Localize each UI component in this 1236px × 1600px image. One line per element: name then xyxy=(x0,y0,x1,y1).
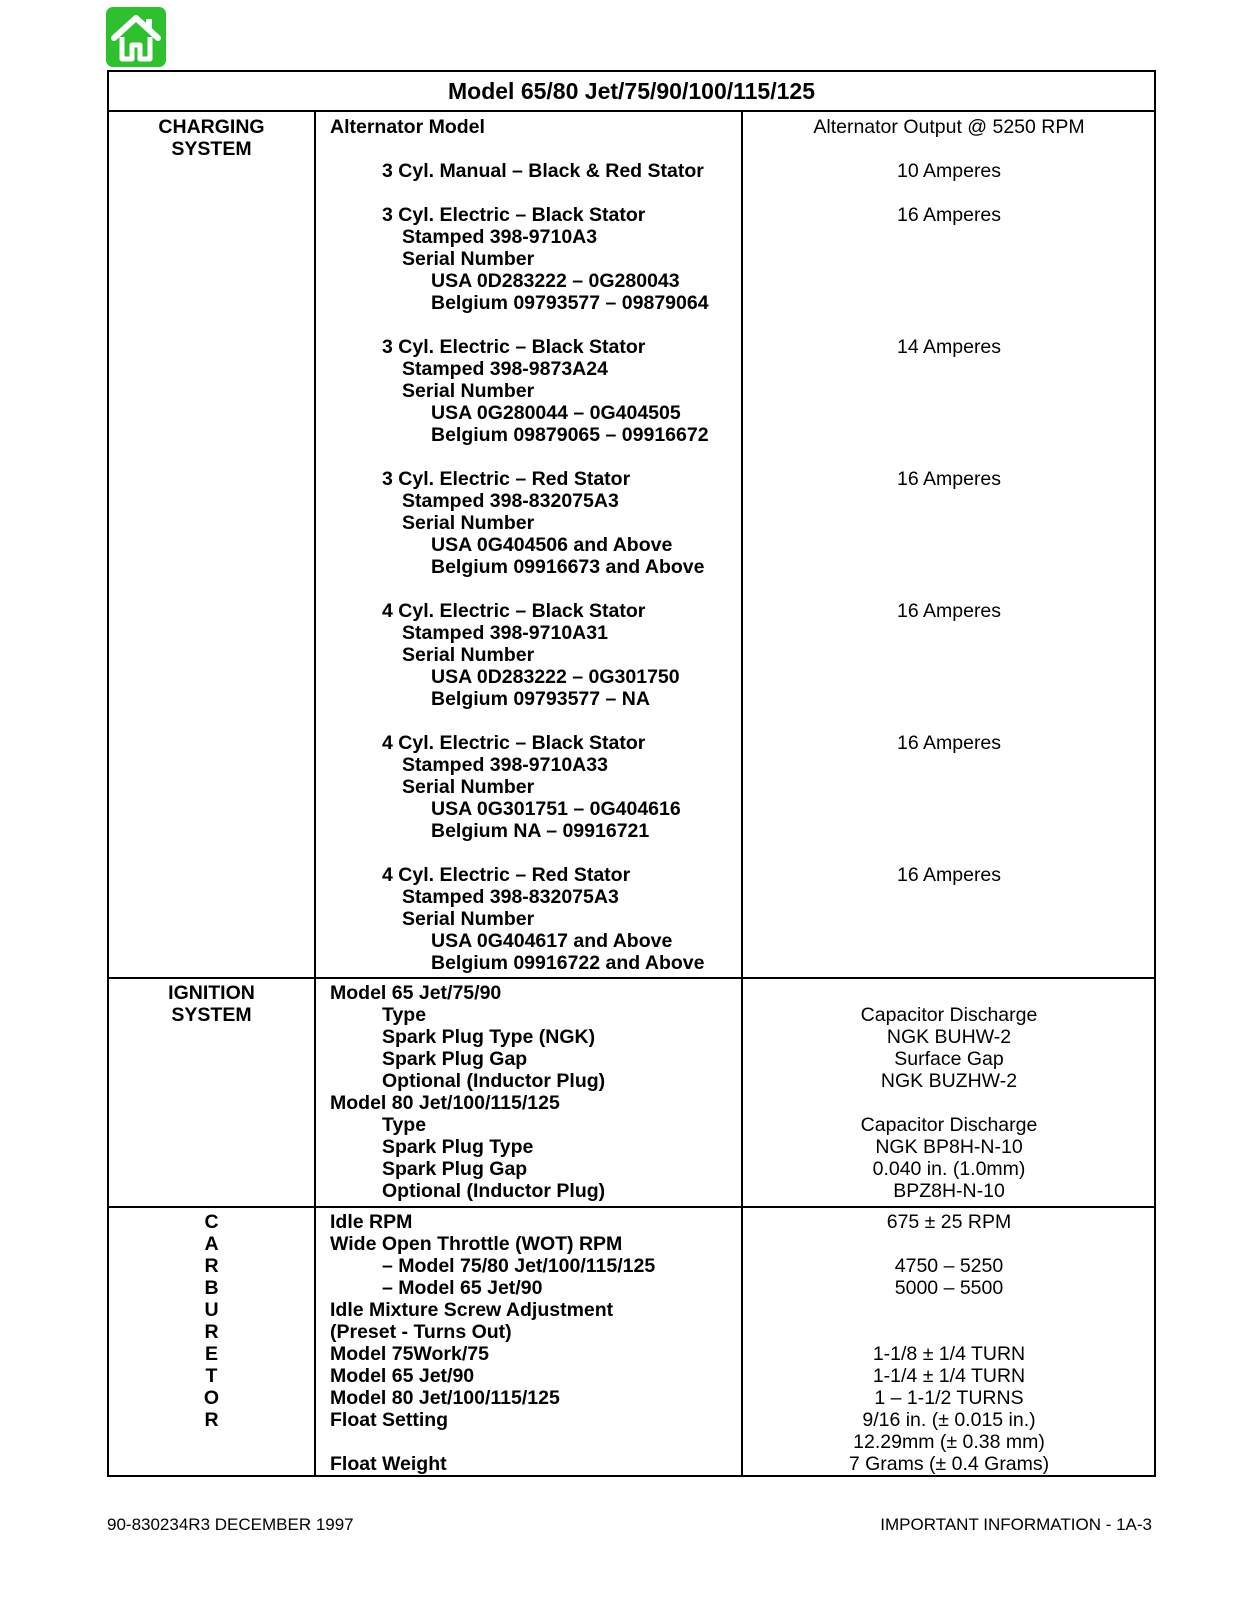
alternator-detail: Serial Number xyxy=(402,380,535,402)
ignition-spec-label: Optional (Inductor Plug) xyxy=(382,1070,606,1092)
alternator-detail: Serial Number xyxy=(402,776,535,798)
specifications-table xyxy=(107,70,1156,1477)
carburetor-spec-value: 9/16 in. (± 0.015 in.) xyxy=(862,1409,1036,1431)
footer-doc-info: 90-830234R3 DECEMBER 1997 xyxy=(107,1515,354,1534)
ignition-spec-label: Model 65 Jet/75/90 xyxy=(330,982,502,1004)
alternator-detail: Serial Number xyxy=(402,908,535,930)
section-heading-carburetor-letter: O xyxy=(203,1387,220,1409)
carburetor-spec-label: Float Setting xyxy=(330,1409,449,1431)
section-divider xyxy=(109,977,1154,979)
carburetor-spec-value: 12.29mm (± 0.38 mm) xyxy=(853,1431,1045,1453)
alternator-detail: Belgium NA – 09916721 xyxy=(431,820,650,842)
alternator-output-value: 16 Amperes xyxy=(896,468,1002,490)
section-heading-carburetor-letter: R xyxy=(204,1409,219,1431)
ignition-spec-label: Spark Plug Type (NGK) xyxy=(382,1026,596,1048)
carburetor-spec-label: Model 75Work/75 xyxy=(330,1343,489,1365)
ignition-spec-label: Spark Plug Gap xyxy=(382,1048,528,1070)
carburetor-spec-label: Idle Mixture Screw Adjustment xyxy=(330,1299,614,1321)
ignition-spec-value: 0.040 in. (1.0mm) xyxy=(872,1158,1026,1180)
alternator-output-value: 16 Amperes xyxy=(896,600,1002,622)
section-heading-carburetor-letter: T xyxy=(205,1365,218,1387)
ignition-spec-value: Capacitor Discharge xyxy=(860,1114,1038,1136)
alternator-model: 3 Cyl. Electric – Black Stator xyxy=(382,336,646,358)
section-heading-carburetor-letter: R xyxy=(204,1255,219,1277)
section-heading-charging: SYSTEM xyxy=(171,138,252,160)
ignition-spec-value: NGK BP8H-N-10 xyxy=(875,1136,1023,1158)
table-title: Model 65/80 Jet/75/90/100/115/125 xyxy=(109,72,1154,112)
alternator-detail: Stamped 398-9873A24 xyxy=(402,358,608,380)
column-label-alternator-output: Alternator Output @ 5250 RPM xyxy=(813,116,1085,138)
carburetor-spec-value: 675 ± 25 RPM xyxy=(886,1211,1012,1233)
alternator-detail: Serial Number xyxy=(402,644,535,666)
alternator-detail: Belgium 09793577 – 09879064 xyxy=(431,292,709,314)
alternator-detail: USA 0G301751 – 0G404616 xyxy=(431,798,681,820)
carburetor-spec-value: 1-1/4 ± 1/4 TURN xyxy=(872,1365,1026,1387)
section-heading-charging: CHARGING xyxy=(158,116,265,138)
ignition-spec-value: Capacitor Discharge xyxy=(860,1004,1038,1026)
ignition-spec-label: Type xyxy=(382,1114,427,1136)
carburetor-spec-label: – Model 65 Jet/90 xyxy=(382,1277,543,1299)
carburetor-spec-label: – Model 75/80 Jet/100/115/125 xyxy=(382,1255,656,1277)
section-heading-carburetor-letter: R xyxy=(204,1321,219,1343)
alternator-detail: Stamped 398-832075A3 xyxy=(402,886,619,908)
section-heading-ignition: IGNITION xyxy=(168,982,255,1004)
alternator-detail: USA 0D283222 – 0G280043 xyxy=(431,270,680,292)
ignition-spec-value: Surface Gap xyxy=(894,1048,1004,1070)
alternator-detail: Serial Number xyxy=(402,512,535,534)
carburetor-spec-label: Model 65 Jet/90 xyxy=(330,1365,475,1387)
alternator-detail: Stamped 398-832075A3 xyxy=(402,490,619,512)
carburetor-spec-label: Model 80 Jet/100/115/125 xyxy=(330,1387,560,1409)
section-heading-carburetor-letter: B xyxy=(204,1277,219,1299)
alternator-model: 4 Cyl. Electric – Black Stator xyxy=(382,600,646,622)
section-heading-carburetor-letter: A xyxy=(204,1233,219,1255)
alternator-detail: Stamped 398-9710A3 xyxy=(402,226,598,248)
alternator-detail: Belgium 09879065 – 09916672 xyxy=(431,424,709,446)
carburetor-spec-value: 1-1/8 ± 1/4 TURN xyxy=(872,1343,1026,1365)
alternator-detail: Belgium 09793577 – NA xyxy=(431,688,650,710)
ignition-spec-value: BPZ8H-N-10 xyxy=(893,1180,1005,1202)
alternator-output-value: 14 Amperes xyxy=(896,336,1002,358)
ignition-spec-label: Spark Plug Type xyxy=(382,1136,534,1158)
footer-section-page: IMPORTANT INFORMATION - 1A-3 xyxy=(880,1515,1152,1534)
carburetor-spec-value: 4750 – 5250 xyxy=(894,1255,1004,1277)
ignition-spec-label: Spark Plug Gap xyxy=(382,1158,528,1180)
alternator-detail: Belgium 09916722 and Above xyxy=(431,952,705,974)
carburetor-spec-label: Idle RPM xyxy=(330,1211,413,1233)
alternator-detail: Stamped 398-9710A33 xyxy=(402,754,608,776)
section-heading-carburetor-letter: U xyxy=(204,1299,219,1321)
alternator-output-value: 16 Amperes xyxy=(896,204,1002,226)
section-heading-carburetor-letter: E xyxy=(204,1343,218,1365)
alternator-model: 3 Cyl. Manual – Black & Red Stator xyxy=(382,160,704,182)
carburetor-spec-value: 5000 – 5500 xyxy=(894,1277,1004,1299)
alternator-output-value: 16 Amperes xyxy=(896,864,1002,886)
home-icon xyxy=(106,7,166,67)
column-divider xyxy=(314,112,316,1477)
section-heading-ignition: SYSTEM xyxy=(171,1004,252,1026)
alternator-detail: USA 0G280044 – 0G404505 xyxy=(431,402,681,424)
ignition-spec-value: NGK BUZHW-2 xyxy=(880,1070,1018,1092)
alternator-model: 3 Cyl. Electric – Red Stator xyxy=(382,468,631,490)
alternator-output-value: 16 Amperes xyxy=(896,732,1002,754)
section-heading-carburetor-letter: C xyxy=(204,1211,219,1233)
alternator-detail: USA 0D283222 – 0G301750 xyxy=(431,666,680,688)
alternator-output-value: 10 Amperes xyxy=(896,160,1002,182)
ignition-spec-label: Type xyxy=(382,1004,427,1026)
alternator-detail: Stamped 398-9710A31 xyxy=(402,622,608,644)
alternator-detail: USA 0G404506 and Above xyxy=(431,534,673,556)
carburetor-spec-label: Float Weight xyxy=(330,1453,447,1475)
section-divider xyxy=(109,1206,1154,1208)
alternator-model: 4 Cyl. Electric – Red Stator xyxy=(382,864,631,886)
carburetor-spec-label: (Preset - Turns Out) xyxy=(330,1321,512,1343)
column-label-alternator-model: Alternator Model xyxy=(330,116,485,138)
alternator-detail: USA 0G404617 and Above xyxy=(431,930,673,952)
alternator-detail: Belgium 09916673 and Above xyxy=(431,556,705,578)
carburetor-spec-value: 7 Grams (± 0.4 Grams) xyxy=(848,1453,1050,1475)
ignition-spec-label: Optional (Inductor Plug) xyxy=(382,1180,606,1202)
ignition-spec-label: Model 80 Jet/100/115/125 xyxy=(330,1092,560,1114)
home-button[interactable] xyxy=(106,7,166,67)
ignition-spec-value: NGK BUHW-2 xyxy=(886,1026,1012,1048)
alternator-model: 4 Cyl. Electric – Black Stator xyxy=(382,732,646,754)
alternator-detail: Serial Number xyxy=(402,248,535,270)
alternator-model: 3 Cyl. Electric – Black Stator xyxy=(382,204,646,226)
carburetor-spec-value: 1 – 1-1/2 TURNS xyxy=(874,1387,1024,1409)
carburetor-spec-label: Wide Open Throttle (WOT) RPM xyxy=(330,1233,623,1255)
